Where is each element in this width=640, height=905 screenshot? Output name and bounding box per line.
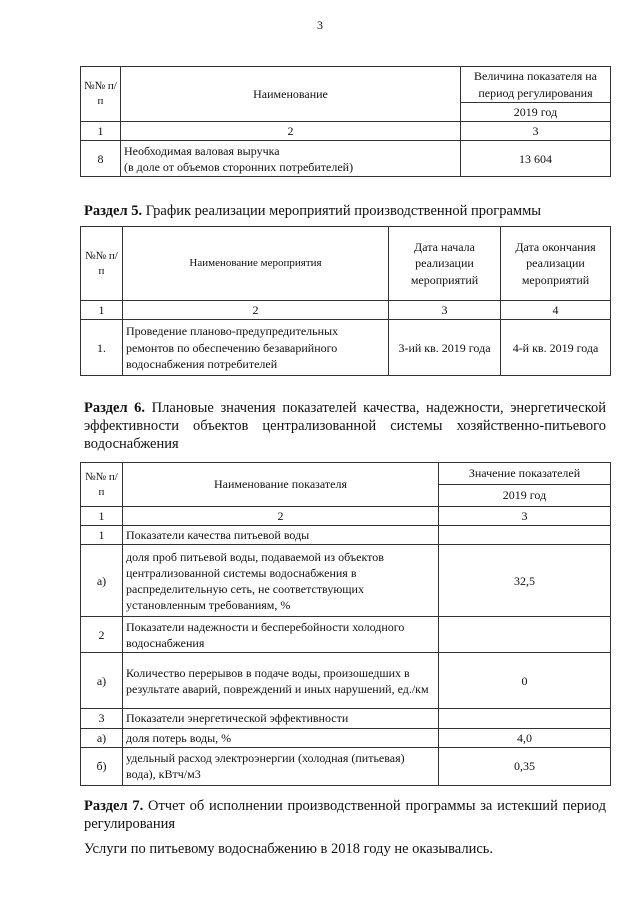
row-name-line: Необходимая валовая выручка bbox=[124, 143, 280, 158]
row-value bbox=[439, 709, 611, 728]
row-value bbox=[439, 526, 611, 545]
col-start-header: Дата начала реализации мероприятий bbox=[389, 227, 501, 301]
col-num-header: №№ п/п bbox=[81, 463, 123, 507]
row-name: доля потерь воды, % bbox=[123, 728, 439, 747]
table-row bbox=[81, 747, 611, 785]
col-name-header: Наименование bbox=[121, 67, 461, 122]
col-value-header: Величина показателя на период регулирования bbox=[461, 67, 611, 103]
page-number: 3 bbox=[317, 18, 323, 32]
row-name: доля проб питьевой воды, подаваемой из объектов централизованной системы водоснабжения в распределительную сеть, не соответствующих установленным требованиям, % bbox=[123, 545, 439, 617]
table-row bbox=[81, 653, 611, 709]
row-name: удельный расход электроэнергии (холодная (питьевая) вода), кВтч/м3 bbox=[123, 747, 439, 785]
table-row bbox=[81, 545, 611, 617]
row-value: 0 bbox=[439, 653, 611, 709]
row-num: 3 bbox=[81, 709, 123, 728]
section5-title: График реализации мероприятий производственной программы bbox=[145, 203, 542, 219]
section6-title: Плановые значения показателей качества, надежности, энергетической эффективности объектов централизованной системы хозяйственно-питьевого водоснабжения bbox=[84, 400, 606, 453]
col-num-header: №№ п/п bbox=[81, 227, 123, 301]
schedule-table bbox=[80, 226, 611, 376]
table-row bbox=[81, 617, 611, 653]
row-name: Показатели энергетической эффективности bbox=[123, 709, 439, 728]
row-num: а) bbox=[81, 728, 123, 747]
col-year-header: 2019 год bbox=[439, 485, 611, 507]
index-cell: 3 bbox=[439, 507, 611, 526]
row-end: 4-й кв. 2019 года bbox=[501, 320, 611, 376]
col-year-header: 2019 год bbox=[461, 103, 611, 122]
section5-heading bbox=[84, 202, 614, 220]
table-row bbox=[81, 526, 611, 545]
row-num: 2 bbox=[81, 617, 123, 653]
row-num: а) bbox=[81, 545, 123, 617]
index-cell: 3 bbox=[461, 122, 611, 141]
index-cell: 3 bbox=[389, 301, 501, 320]
row-value bbox=[439, 617, 611, 653]
row-num: 8 bbox=[81, 141, 121, 177]
row-start: 3-ий кв. 2019 года bbox=[389, 320, 501, 376]
section7-text: Услуги по питьевому водоснабжению в 2018 году не оказывались. bbox=[84, 841, 494, 857]
col-value-header: Значение показателей bbox=[439, 463, 611, 485]
table-row bbox=[81, 141, 611, 177]
row-name bbox=[121, 141, 461, 177]
row-num: б) bbox=[81, 747, 123, 785]
row-value: 4,0 bbox=[439, 728, 611, 747]
col-num-header: №№ п/п bbox=[81, 67, 121, 122]
table-row bbox=[81, 709, 611, 728]
index-cell: 2 bbox=[123, 507, 439, 526]
section6-heading bbox=[84, 399, 606, 453]
index-cell: 2 bbox=[121, 122, 461, 141]
table-row bbox=[81, 320, 611, 376]
col-name-header: Наименование мероприятия bbox=[123, 227, 389, 301]
row-name: Показатели надежности и бесперебойности холодного водоснабжения bbox=[123, 617, 439, 653]
row-name: Показатели качества питьевой воды bbox=[123, 526, 439, 545]
indicators-table bbox=[80, 462, 611, 786]
row-value: 32,5 bbox=[439, 545, 611, 617]
index-cell: 2 bbox=[123, 301, 389, 320]
section6-label: Раздел 6. bbox=[84, 400, 146, 416]
row-name: Проведение планово-предупредительных ремонтов по обеспечению безаварийного водоснабжения потребителей bbox=[123, 320, 389, 376]
row-value: 13 604 bbox=[461, 141, 611, 177]
table-row bbox=[81, 728, 611, 747]
row-value: 0,35 bbox=[439, 747, 611, 785]
row-name-line: (в доле от объемов сторонних потребителей) bbox=[124, 159, 354, 174]
section7-label: Раздел 7. bbox=[84, 798, 144, 814]
section5-label: Раздел 5. bbox=[84, 203, 143, 219]
section7-title: Отчет об исполнении производственной программы за истекший период регулирования bbox=[84, 798, 606, 833]
row-num: а) bbox=[81, 653, 123, 709]
row-name: Количество перерывов в подаче воды, произошедших в результате аварий, повреждений и иных нарушений, ед./км bbox=[123, 653, 439, 709]
col-end-header: Дата окончания реализации мероприятий bbox=[501, 227, 611, 301]
index-cell: 1 bbox=[81, 507, 123, 526]
col-name-header: Наименование показателя bbox=[123, 463, 439, 507]
section7-heading bbox=[84, 797, 606, 833]
row-num: 1. bbox=[81, 320, 123, 376]
index-cell: 1 bbox=[81, 301, 123, 320]
row-num: 1 bbox=[81, 526, 123, 545]
index-cell: 4 bbox=[501, 301, 611, 320]
gross-revenue-table bbox=[80, 66, 611, 177]
index-cell: 1 bbox=[81, 122, 121, 141]
